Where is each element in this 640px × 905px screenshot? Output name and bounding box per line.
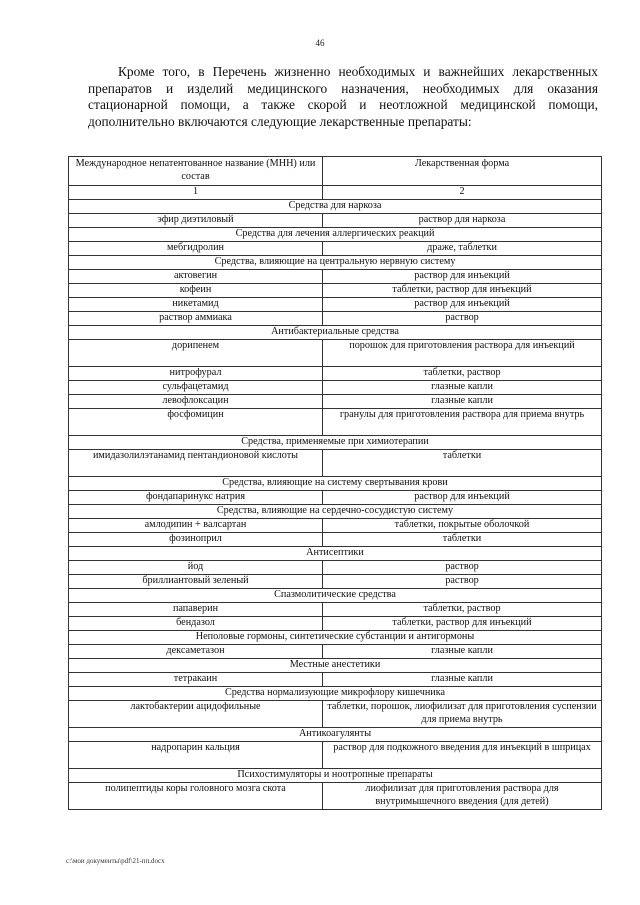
section-heading: Психостимуляторы и ноотропные препараты	[69, 769, 602, 783]
drug-row	[69, 409, 602, 436]
column-number-2: 2	[323, 186, 602, 200]
section-heading: Средства для лечения аллергических реакций	[69, 228, 602, 242]
table-header-row	[69, 157, 602, 186]
dosage-form-cell: раствор для инъекций	[323, 491, 602, 505]
drug-name-cell: никетамид	[69, 298, 323, 312]
section-row	[69, 687, 602, 701]
drug-name-cell: амлодипин + валсартан	[69, 519, 323, 533]
header-name-cell: Международное непатентованное название (МНН) или состав	[69, 157, 323, 186]
dosage-form-cell: порошок для приготовления раствора для инъекций	[323, 340, 602, 367]
drug-row	[69, 617, 602, 631]
section-row	[69, 256, 602, 270]
drug-name-cell: бриллиантовый зеленый	[69, 575, 323, 589]
section-row	[69, 326, 602, 340]
section-row	[69, 547, 602, 561]
dosage-form-cell: раствор для инъекций	[323, 298, 602, 312]
dosage-form-cell: таблетки, раствор для инъекций	[323, 284, 602, 298]
drug-row	[69, 340, 602, 367]
drug-row	[69, 242, 602, 256]
drug-name-cell: полипептиды коры головного мозга скота	[69, 783, 323, 810]
drug-name-cell: бендазол	[69, 617, 323, 631]
drug-row	[69, 491, 602, 505]
section-row	[69, 631, 602, 645]
drug-table-body	[69, 157, 602, 810]
drug-row	[69, 298, 602, 312]
dosage-form-cell: таблетки, раствор	[323, 603, 602, 617]
dosage-form-cell: драже, таблетки	[323, 242, 602, 256]
section-heading: Антибактериальные средства	[69, 326, 602, 340]
drug-name-cell: надропарин кальция	[69, 742, 323, 769]
section-heading: Антисептики	[69, 547, 602, 561]
section-heading: Средства для наркоза	[69, 200, 602, 214]
section-row	[69, 477, 602, 491]
section-row	[69, 505, 602, 519]
drug-row	[69, 561, 602, 575]
section-row	[69, 589, 602, 603]
section-row	[69, 200, 602, 214]
column-number-1: 1	[69, 186, 323, 200]
drug-name-cell: эфир диэтиловый	[69, 214, 323, 228]
section-row	[69, 436, 602, 450]
drug-row	[69, 450, 602, 477]
drug-row	[69, 367, 602, 381]
drug-table	[68, 156, 602, 810]
dosage-form-cell: глазные капли	[323, 381, 602, 395]
column-number-row	[69, 186, 602, 200]
dosage-form-cell: гранулы для приготовления раствора для приема внутрь	[323, 409, 602, 436]
intro-paragraph: Кроме того, в Перечень жизненно необходимых и важнейших лекарственных препаратов и изделий медицинского назначения, необходимых для оказания стационарной помощи, а также скорой и неотложной медицинской помощи, дополнительно включаются следующие лекарственные препараты:	[88, 64, 598, 129]
drug-row	[69, 742, 602, 769]
drug-row	[69, 673, 602, 687]
dosage-form-cell: лиофилизат для приготовления раствора для внутримышечного введения (для детей)	[323, 783, 602, 810]
drug-name-cell: раствор аммиака	[69, 312, 323, 326]
drug-name-cell: тетракаин	[69, 673, 323, 687]
dosage-form-cell: раствор для наркоза	[323, 214, 602, 228]
section-heading: Местные анестетики	[69, 659, 602, 673]
section-row	[69, 659, 602, 673]
dosage-form-cell: таблетки	[323, 450, 602, 477]
drug-name-cell: папаверин	[69, 603, 323, 617]
section-heading: Средства нормализующие микрофлору кишечника	[69, 687, 602, 701]
drug-name-cell: левофлоксацин	[69, 395, 323, 409]
drug-name-cell: дорипенем	[69, 340, 323, 367]
dosage-form-cell: таблетки, порошок, лиофилизат для приготовления суспензии для приема внутрь	[323, 701, 602, 728]
drug-row	[69, 270, 602, 284]
dosage-form-cell: раствор	[323, 575, 602, 589]
drug-row	[69, 214, 602, 228]
dosage-form-cell: таблетки, раствор для инъекций	[323, 617, 602, 631]
dosage-form-cell: таблетки	[323, 533, 602, 547]
drug-name-cell: имидазолилэтанамид пентандионовой кислоты	[69, 450, 323, 477]
drug-row	[69, 519, 602, 533]
drug-name-cell: йод	[69, 561, 323, 575]
section-heading: Неполовые гормоны, синтетические субстанции и антигормоны	[69, 631, 602, 645]
section-heading: Средства, применяемые при химиотерапии	[69, 436, 602, 450]
dosage-form-cell: глазные капли	[323, 395, 602, 409]
section-row	[69, 228, 602, 242]
drug-name-cell: нитрофурал	[69, 367, 323, 381]
file-path-footer: c:\мои документы\pdf\21-пп.docx	[66, 857, 165, 865]
drug-row	[69, 533, 602, 547]
drug-name-cell: лактобактерии ацидофильные	[69, 701, 323, 728]
drug-name-cell: фозиноприл	[69, 533, 323, 547]
section-heading: Средства, влияющие на сердечно-сосудистую систему	[69, 505, 602, 519]
dosage-form-cell: таблетки, раствор	[323, 367, 602, 381]
drug-row	[69, 645, 602, 659]
page-number: 46	[315, 38, 325, 48]
drug-row	[69, 783, 602, 810]
drug-row	[69, 395, 602, 409]
dosage-form-cell: таблетки, покрытые оболочкой	[323, 519, 602, 533]
section-heading: Средства, влияющие на центральную нервную систему	[69, 256, 602, 270]
header-form-cell: Лекарственная форма	[323, 157, 602, 186]
drug-name-cell: мебгидролин	[69, 242, 323, 256]
drug-name-cell: фосфомицин	[69, 409, 323, 436]
section-row	[69, 769, 602, 783]
drug-name-cell: кофеин	[69, 284, 323, 298]
drug-name-cell: дексаметазон	[69, 645, 323, 659]
drug-row	[69, 603, 602, 617]
drug-name-cell: сульфацетамид	[69, 381, 323, 395]
dosage-form-cell: глазные капли	[323, 645, 602, 659]
dosage-form-cell: глазные капли	[323, 673, 602, 687]
drug-row	[69, 381, 602, 395]
section-row	[69, 728, 602, 742]
drug-row	[69, 575, 602, 589]
section-heading: Антикоагулянты	[69, 728, 602, 742]
dosage-form-cell: раствор для инъекций	[323, 270, 602, 284]
dosage-form-cell: раствор	[323, 312, 602, 326]
section-heading: Спазмолитические средства	[69, 589, 602, 603]
section-heading: Средства, влияющие на систему свертывания крови	[69, 477, 602, 491]
drug-row	[69, 701, 602, 728]
dosage-form-cell: раствор	[323, 561, 602, 575]
dosage-form-cell: раствор для подкожного введения для инъекций в шприцах	[323, 742, 602, 769]
drug-name-cell: фондапаринукс натрия	[69, 491, 323, 505]
drug-row	[69, 284, 602, 298]
drug-name-cell: актовегин	[69, 270, 323, 284]
drug-row	[69, 312, 602, 326]
